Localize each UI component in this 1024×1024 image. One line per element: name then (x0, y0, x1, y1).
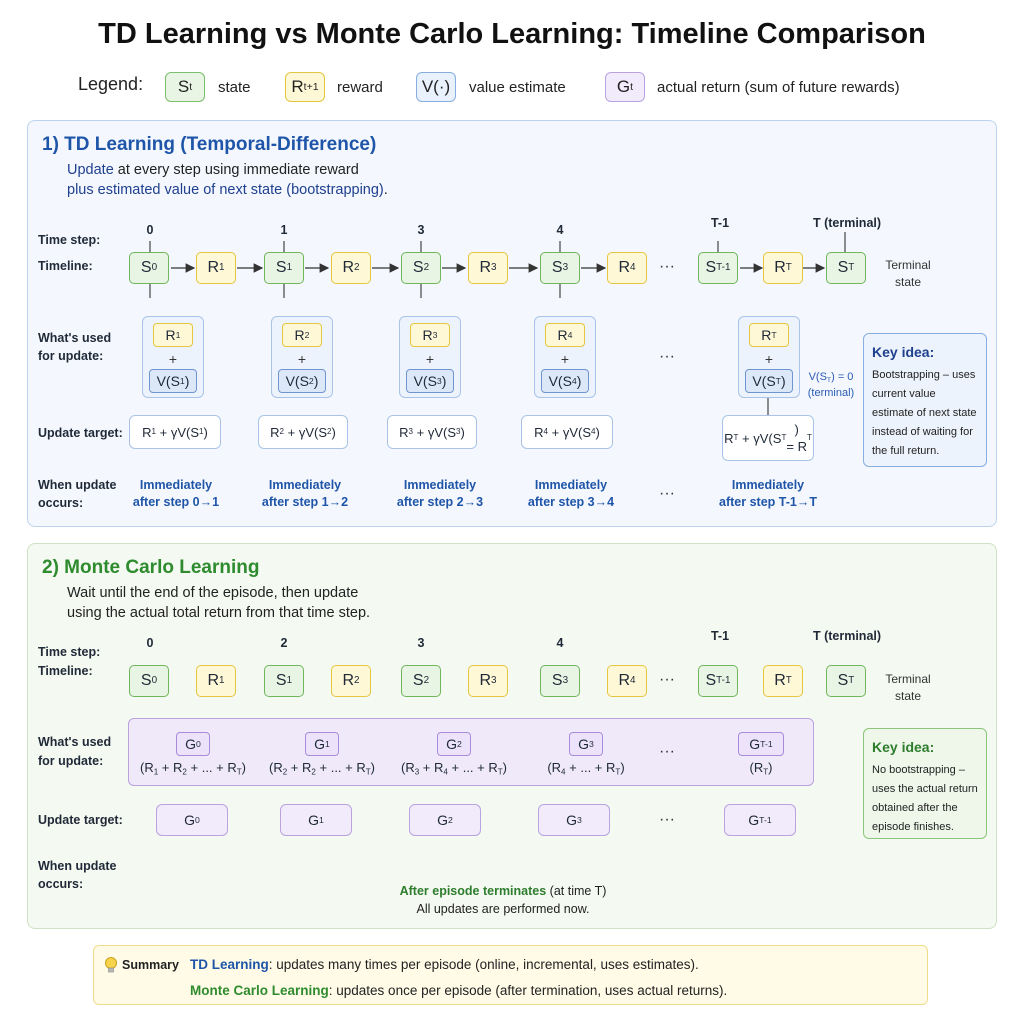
td-target-t: R T + γV(S T ) = R T (722, 415, 814, 461)
mc-node-st-minus-1: S T-1 (698, 665, 738, 697)
td-node-s2: S 2 (401, 252, 441, 284)
summary-mc-line: Monte Carlo Learning: updates once per episode (after termination, uses actual returns). (190, 983, 728, 998)
td-used-r4: R 4 (545, 323, 585, 347)
mc-node-s2: S 2 (401, 665, 441, 697)
td-used-box-4 (534, 316, 596, 398)
td-used-box-3 (399, 316, 461, 398)
lightbulb-icon (103, 956, 119, 976)
mc-target-g0: G 0 (156, 804, 228, 836)
mc-return-sum-t: $(R_T)$ (749, 760, 773, 777)
td-used-box-1 (142, 316, 204, 398)
mc-targets-ellipsis: ··· (659, 811, 675, 828)
td-used-v2: V(S 2 ) (278, 369, 326, 393)
td-used-r1: R 1 (153, 323, 193, 347)
mc-step-0: 0 (146, 636, 154, 650)
td-node-r4: R 4 (607, 252, 647, 284)
mc-row-when-2: occurs: (38, 877, 84, 891)
mc-node-s0: S 0 (129, 665, 169, 697)
mc-return-g0: G 0 (176, 732, 210, 756)
td-row-used-1: What's used (38, 331, 112, 345)
td-description-line2: plus estimated value of next state (bootstrapping). (67, 182, 388, 198)
legend-chip-state: S t (165, 72, 205, 102)
mc-node-r4: R 4 (607, 665, 647, 697)
td-plus-3: + (425, 351, 435, 367)
mc-step-4: 4 (556, 636, 564, 650)
mc-step-3: 3 (417, 636, 425, 650)
td-step-1: 1 (280, 223, 288, 237)
mc-key-body: No bootstrapping – uses the actual return obtained after the episode finishes. (872, 764, 978, 833)
mc-description-line1: Wait until the end of the episode, then update (67, 585, 359, 601)
mc-row-target: Update target: (38, 813, 123, 827)
legend-text-value: value estimate (469, 79, 566, 96)
mc-return-g3: G 3 (569, 732, 603, 756)
mc-node-st: S T (826, 665, 866, 697)
td-when-t: Immediately after step T-1→T (719, 478, 817, 509)
td-when-ellipsis: ··· (659, 485, 675, 502)
mc-row-time-step: Time step: (38, 645, 101, 659)
td-used-vt: V(S T ) (745, 369, 793, 393)
td-step-3: 3 (417, 223, 425, 237)
td-target-3: R 3 + γV(S 3 ) (387, 415, 477, 449)
td-key-idea (863, 333, 987, 467)
td-timeline-ellipsis: ··· (659, 258, 675, 275)
mc-return-sum-2: ($R_3 + R_4$ + ... + $R_T$) (400, 760, 508, 777)
td-plus-t: + (764, 351, 774, 367)
td-step-4: 4 (556, 223, 564, 237)
td-used-v4: V(S 4 ) (541, 369, 589, 393)
legend-label: Legend: (78, 74, 144, 94)
mc-node-s3: S 3 (540, 665, 580, 697)
mc-section-title: 2) Monte Carlo Learning (42, 557, 260, 578)
td-target-4: R 4 + γV(S 4 ) (521, 415, 613, 449)
mc-key-idea (863, 728, 987, 839)
td-node-s0: S 0 (129, 252, 169, 284)
mc-target-g1: G 1 (280, 804, 352, 836)
legend-chip-reward: R t+1 (285, 72, 325, 102)
mc-node-s1: S 1 (264, 665, 304, 697)
td-row-when-1: When update (38, 478, 117, 492)
mc-node-r1: R 1 (196, 665, 236, 697)
td-row-target: Update target: (38, 426, 123, 440)
td-node-s1: S 1 (264, 252, 304, 284)
mc-return-sum-3: ($R_4$ + ... + $R_T$) (547, 760, 625, 777)
td-node-rt: R T (763, 252, 803, 284)
mc-return-sum-1: ($R_2 + R_2$ + ... + $R_T$) (268, 760, 376, 777)
td-row-timeline: Timeline: (38, 259, 93, 273)
td-section-title: 1) TD Learning (Temporal-Difference) (42, 134, 377, 155)
td-when-3: Immediately after step 2→3 (396, 478, 484, 509)
td-node-r3: R 3 (468, 252, 508, 284)
td-node-r2: R 2 (331, 252, 371, 284)
mc-step-2: 2 (280, 636, 288, 650)
mc-terminal-note: Terminal state (885, 672, 931, 703)
td-used-v3: V(S 3 ) (406, 369, 454, 393)
td-when-1: Immediately after step 0→1 (132, 478, 220, 509)
mc-row-used-2: for update: (38, 754, 104, 768)
td-description-line1: Update at every step using immediate reward (67, 162, 359, 178)
td-used-ellipsis: ··· (659, 348, 675, 365)
td-step-t-minus-1: T-1 (710, 216, 730, 230)
mc-description-line2: using the actual total return from that time step. (67, 605, 371, 621)
mc-target-g2: G 2 (409, 804, 481, 836)
td-used-box-2 (271, 316, 333, 398)
legend-chip-value: V(·) (416, 72, 456, 102)
td-node-s3: S 3 (540, 252, 580, 284)
td-plus-1: + (168, 351, 178, 367)
mc-when-line1: After episode terminates (at time T) (399, 884, 607, 898)
mc-step-t-minus-1: T-1 (710, 629, 730, 643)
td-when-2: Immediately after step 1→2 (261, 478, 349, 509)
mc-return-g1: G 1 (305, 732, 339, 756)
summary-box (93, 945, 928, 1005)
td-key-body: Bootstrapping – uses current value estimate of next state instead of waiting for the full return. (872, 369, 977, 457)
mc-return-gt-minus-1: G T-1 (738, 732, 784, 756)
mc-returns-band (128, 718, 814, 786)
td-row-used-2: for update: (38, 349, 104, 363)
mc-timeline-ellipsis: ··· (659, 671, 675, 688)
td-node-r1: R 1 (196, 252, 236, 284)
td-used-r3: R 3 (410, 323, 450, 347)
mc-return-sum-0: ($R_1 + R_2$ + ... + $R_T$) (139, 760, 247, 777)
td-row-time-step: Time step: (38, 233, 101, 247)
legend-text-reward: reward (337, 79, 383, 96)
td-used-v1: V(S 1 ) (149, 369, 197, 393)
mc-row-used-1: What's used (38, 735, 112, 749)
legend-chip-return: G t (605, 72, 645, 102)
td-plus-2: + (297, 351, 307, 367)
td-when-4: Immediately after step 3→4 (527, 478, 615, 509)
td-used-rt: R T (749, 323, 789, 347)
td-used-r2: R 2 (282, 323, 322, 347)
mc-row-when-1: When update (38, 859, 117, 873)
td-plus-4: + (560, 351, 570, 367)
td-v-terminal-note: $V(S_T) = 0$ (terminal) (807, 371, 855, 399)
mc-target-gt-minus-1: G T-1 (724, 804, 796, 836)
mc-target-g3: G 3 (538, 804, 610, 836)
mc-step-terminal: T (terminal) (812, 629, 882, 643)
td-used-box-t (738, 316, 800, 398)
td-step-terminal: T (terminal) (812, 216, 882, 230)
legend-text-return: actual return (sum of future rewards) (657, 79, 900, 96)
mc-node-r2: R 2 (331, 665, 371, 697)
mc-row-timeline: Timeline: (38, 664, 93, 678)
td-node-st: S T (826, 252, 866, 284)
mc-key-title: Key idea: (872, 739, 935, 755)
td-node-st-minus-1: S T-1 (698, 252, 738, 284)
mc-node-rt: R T (763, 665, 803, 697)
mc-when-line2: All updates are performed now. (416, 902, 590, 916)
td-target-1: R 1 + γV(S 1 ) (129, 415, 221, 449)
legend-text-state: state (218, 79, 251, 96)
summary-td-line: TD Learning: updates many times per episode (online, incremental, uses estimates). (190, 957, 699, 972)
mc-node-r3: R 3 (468, 665, 508, 697)
td-step-0: 0 (146, 223, 154, 237)
mc-returns-ellipsis: ··· (659, 743, 675, 760)
td-key-title: Key idea: (872, 344, 935, 360)
td-row-when-2: occurs: (38, 496, 84, 510)
td-terminal-note: Terminal state (885, 258, 931, 289)
td-target-2: R 2 + γV(S 2 ) (258, 415, 348, 449)
summary-label: Summary (122, 958, 179, 972)
page-title: TD Learning vs Monte Carlo Learning: Timeline Comparison (98, 18, 926, 50)
mc-return-g2: G 2 (437, 732, 471, 756)
